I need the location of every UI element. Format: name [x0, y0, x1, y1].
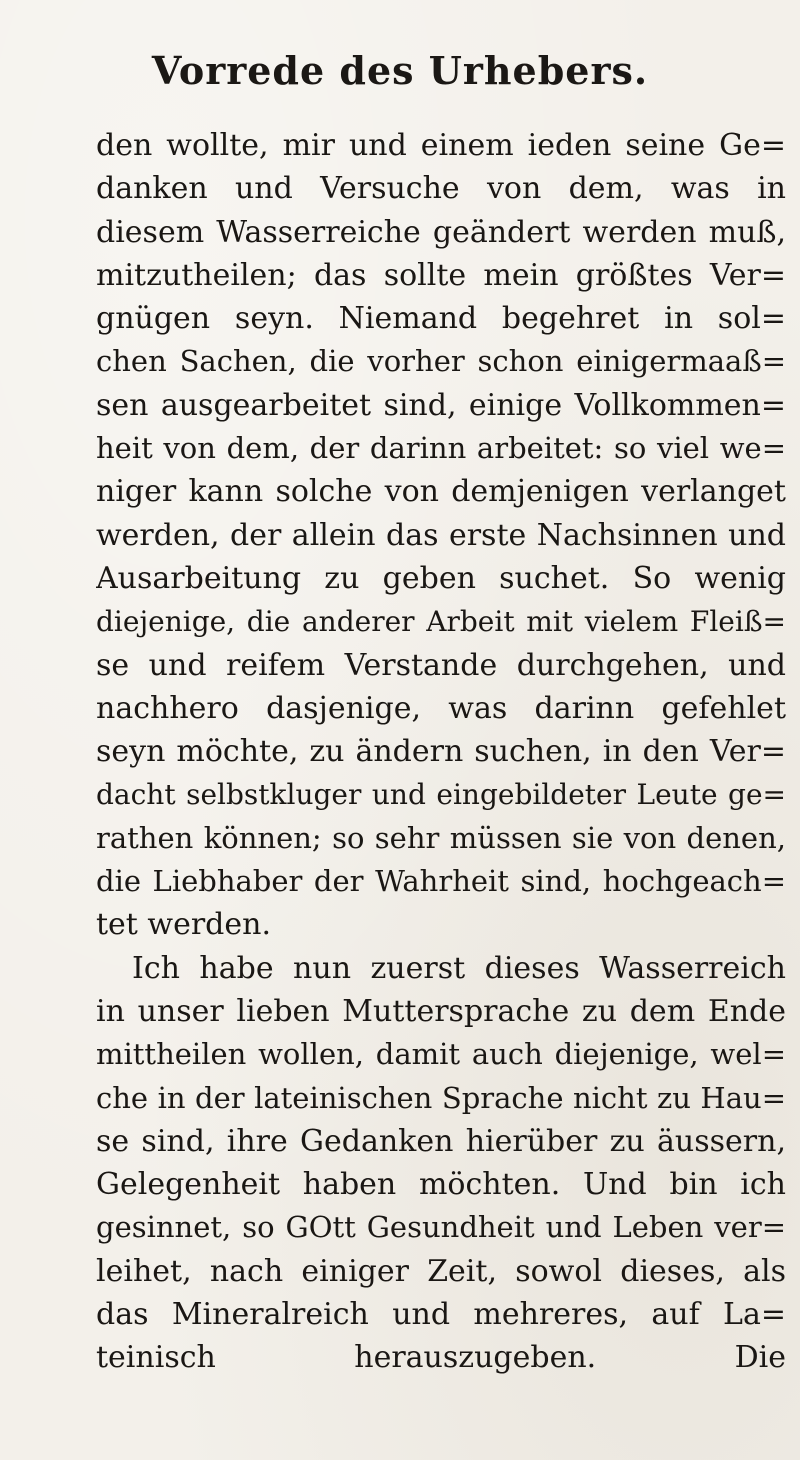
- text-line: sen ausgearbeitet sind, einige Vollkommen=: [96, 387, 786, 423]
- text-line-with-catchword: teinisch herauszugeben. Die: [96, 1340, 786, 1376]
- text-line: tet werden.: [96, 907, 271, 943]
- text-line: werden, der allein das erste Nachsinnen und: [96, 517, 786, 553]
- text-line: Gelegenheit haben möchten. Und bin ich: [96, 1167, 786, 1203]
- body-text: [96, 124, 786, 1380]
- text-line-paragraph-start: Ich habe nun zuerst dieses Wasserreich: [132, 950, 786, 986]
- text-line: niger kann solche von demjenigen verlanget: [96, 474, 786, 510]
- text-line: rathen können; so sehr müssen sie von denen,: [96, 820, 786, 855]
- text-line: das Mineralreich und mehreres, auf La=: [96, 1297, 786, 1333]
- text-line: diejenige, die anderer Arbeit mit vielem Fleiß=: [96, 605, 786, 639]
- text-line: se und reifem Verstande durchgehen, und: [96, 647, 786, 683]
- text-line: chen Sachen, die vorher schon einigermaaß=: [96, 344, 786, 379]
- text-line: mitzutheilen; das sollte mein größtes Ver=: [96, 257, 786, 293]
- text-line: dacht selbstkluger und eingebildeter Leute ge=: [96, 778, 786, 812]
- text-line: Ausarbeitung zu geben suchet. So wenig: [96, 560, 786, 596]
- text-line: heit von dem, der darinn arbeitet: so viel we=: [96, 431, 786, 466]
- text-line: diesem Wasserreiche geändert werden muß,: [96, 214, 786, 250]
- text-line: gnügen seyn. Niemand begehret in sol=: [96, 301, 786, 337]
- text-line: den wollte, mir und einem ieden seine Ge=: [96, 128, 786, 163]
- text-line: gesinnet, so GOtt Gesundheit und Leben ver=: [96, 1210, 786, 1245]
- text-line: die Liebhaber der Wahrheit sind, hochgeach=: [96, 864, 786, 899]
- text-line: danken und Versuche von dem, was in: [96, 171, 786, 207]
- text-line: mittheilen wollen, damit auch diejenige, wel=: [96, 1037, 786, 1072]
- text-line: nachhero dasjenige, was darinn gefehlet: [96, 690, 786, 726]
- running-head: Vorrede des Urhebers.: [151, 48, 649, 93]
- text-line: seyn möchte, zu ändern suchen, in den Ver=: [96, 734, 786, 770]
- text-line: se sind, ihre Gedanken hierüber zu äussern,: [96, 1123, 786, 1159]
- text-line: leihet, nach einiger Zeit, sowol dieses, als: [96, 1253, 786, 1289]
- text-line: che in der lateinischen Sprache nicht zu Hau=: [96, 1080, 786, 1115]
- text-line: in unser lieben Muttersprache zu dem Ende: [96, 993, 786, 1029]
